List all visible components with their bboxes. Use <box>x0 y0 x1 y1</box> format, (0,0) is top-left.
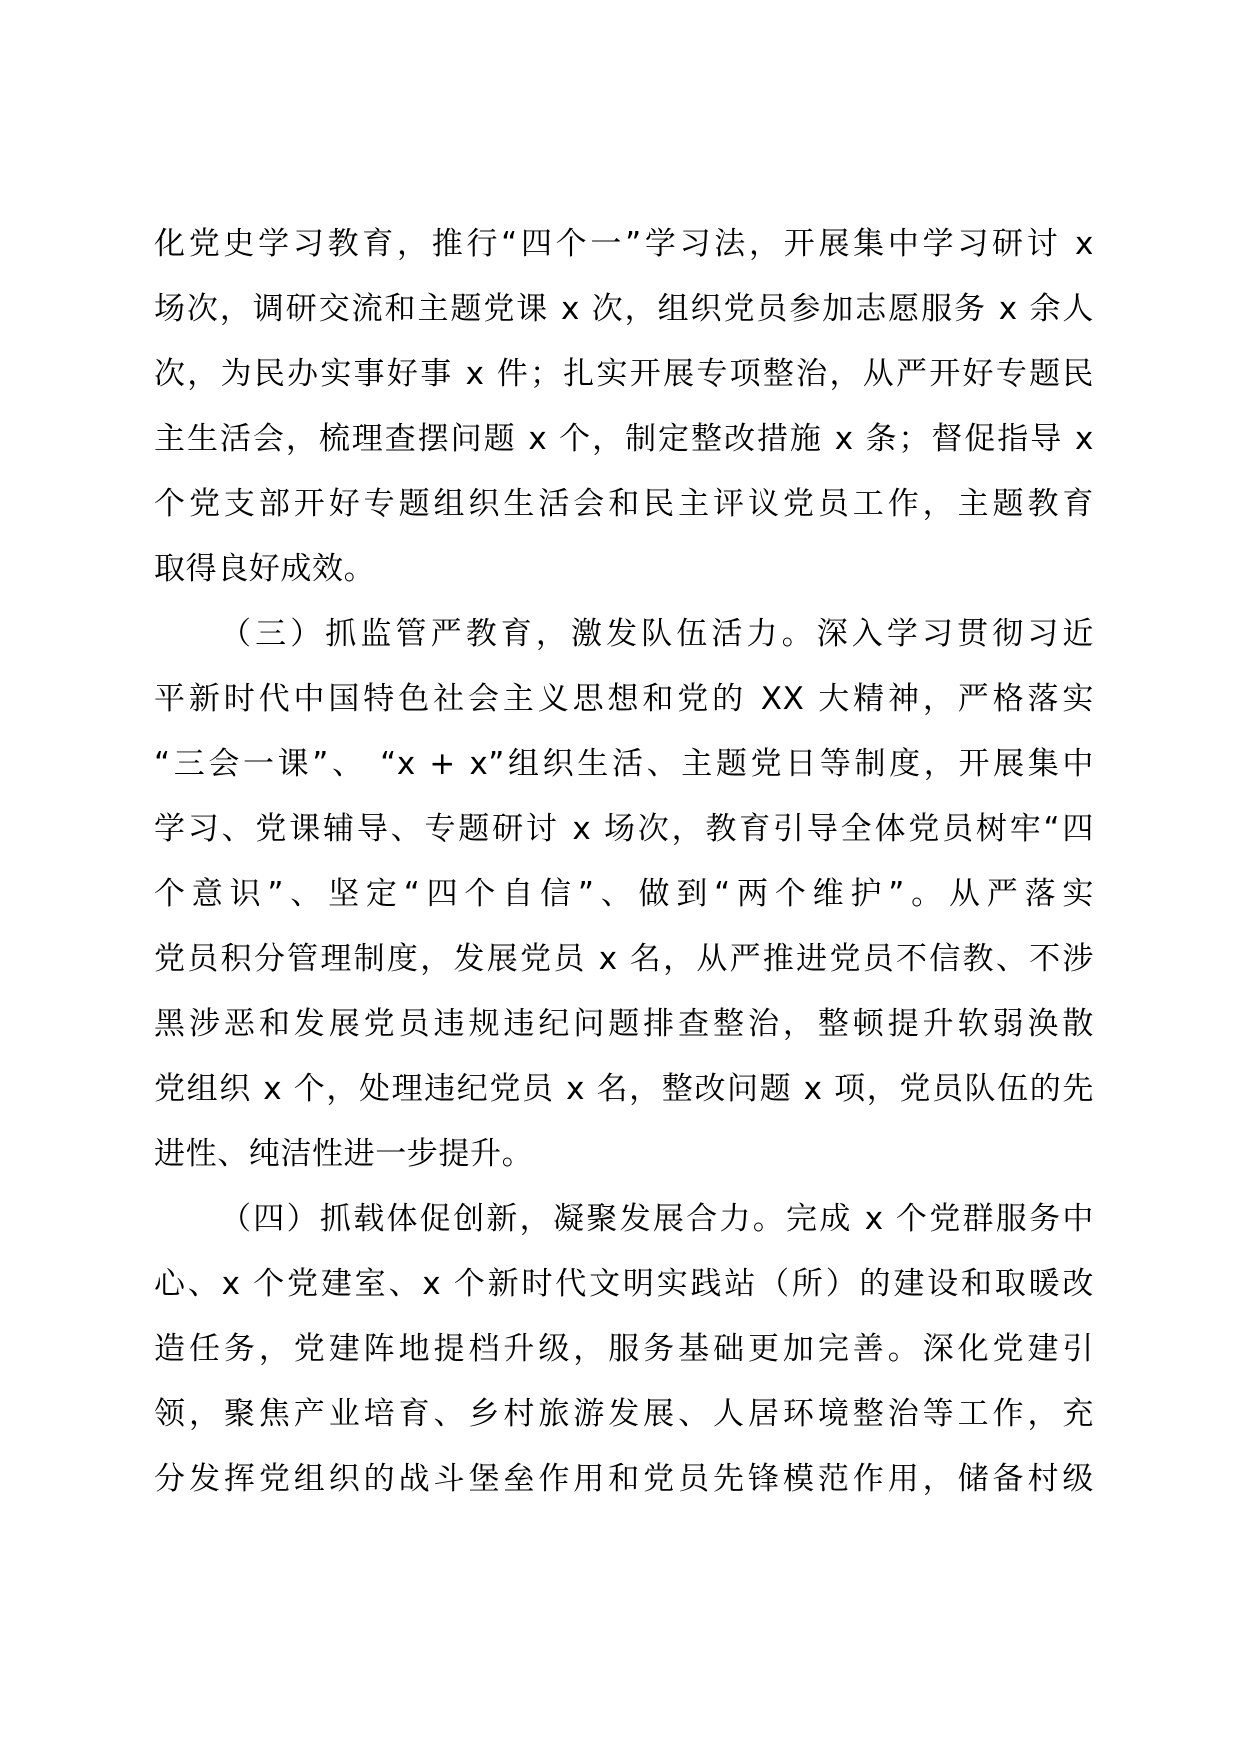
text-line: 党员积分管理制度，发展党员 x 名，从严推进党员不信教、不涉 <box>154 941 1094 977</box>
text-line: 黑涉恶和发展党员违规违纪问题排查整治，整顿提升软弱涣散 <box>154 1006 1094 1042</box>
paragraph-heading-line: （四）抓载体促创新，凝聚发展合力。完成 x 个党群服务中 <box>220 1201 1094 1237</box>
text-line: 平新时代中国特色社会主义思想和党的 XX 大精神，严格落实 <box>154 681 1094 717</box>
text-line: “三会一课”、 “x + x”组织生活、主题党日等制度，开展集中 <box>154 746 1094 782</box>
text-line: 次，为民办实事好事 x 件；扎实开展专项整治，从严开好专题民 <box>154 356 1094 392</box>
paragraph-1 <box>154 212 1094 602</box>
text-line: 个意识”、坚定“四个自信”、做到“两个维护”。从严落实 <box>154 876 1094 912</box>
text-line: 个党支部开好专题组织生活会和民主评议党员工作，主题教育 <box>154 486 1094 522</box>
text-line: 学习、党课辅导、专题研讨 x 场次，教育引导全体党员树牢“四 <box>154 811 1094 847</box>
text-line: 主生活会，梳理查摆问题 x 个，制定整改措施 x 条；督促指导 x <box>154 421 1094 457</box>
text-line: 取得良好成效。 <box>154 551 376 587</box>
text-line: 进性、纯洁性进一步提升。 <box>154 1136 534 1172</box>
text-line: 场次，调研交流和主题党课 x 次，组织党员参加志愿服务 x 余人 <box>154 291 1094 327</box>
paragraph-3 <box>154 1187 1094 1512</box>
text-line: 造任务，党建阵地提档升级，服务基础更加完善。深化党建引 <box>154 1331 1094 1367</box>
document-body <box>154 212 1094 1512</box>
paragraph-2 <box>154 602 1094 1187</box>
text-line: 心、x 个党建室、x 个新时代文明实践站（所）的建设和取暖改 <box>154 1266 1094 1302</box>
text-line: 化党史学习教育，推行“四个一”学习法，开展集中学习研讨 x <box>154 226 1094 262</box>
text-line: 党组织 x 个，处理违纪党员 x 名，整改问题 x 项，党员队伍的先 <box>154 1071 1094 1107</box>
text-line: 分发挥党组织的战斗堡垒作用和党员先锋模范作用，储备村级 <box>154 1461 1094 1497</box>
text-line: 领，聚焦产业培育、乡村旅游发展、人居环境整治等工作，充 <box>154 1396 1094 1432</box>
paragraph-heading-line: （三）抓监管严教育，激发队伍活力。深入学习贯彻习近 <box>220 616 1094 652</box>
